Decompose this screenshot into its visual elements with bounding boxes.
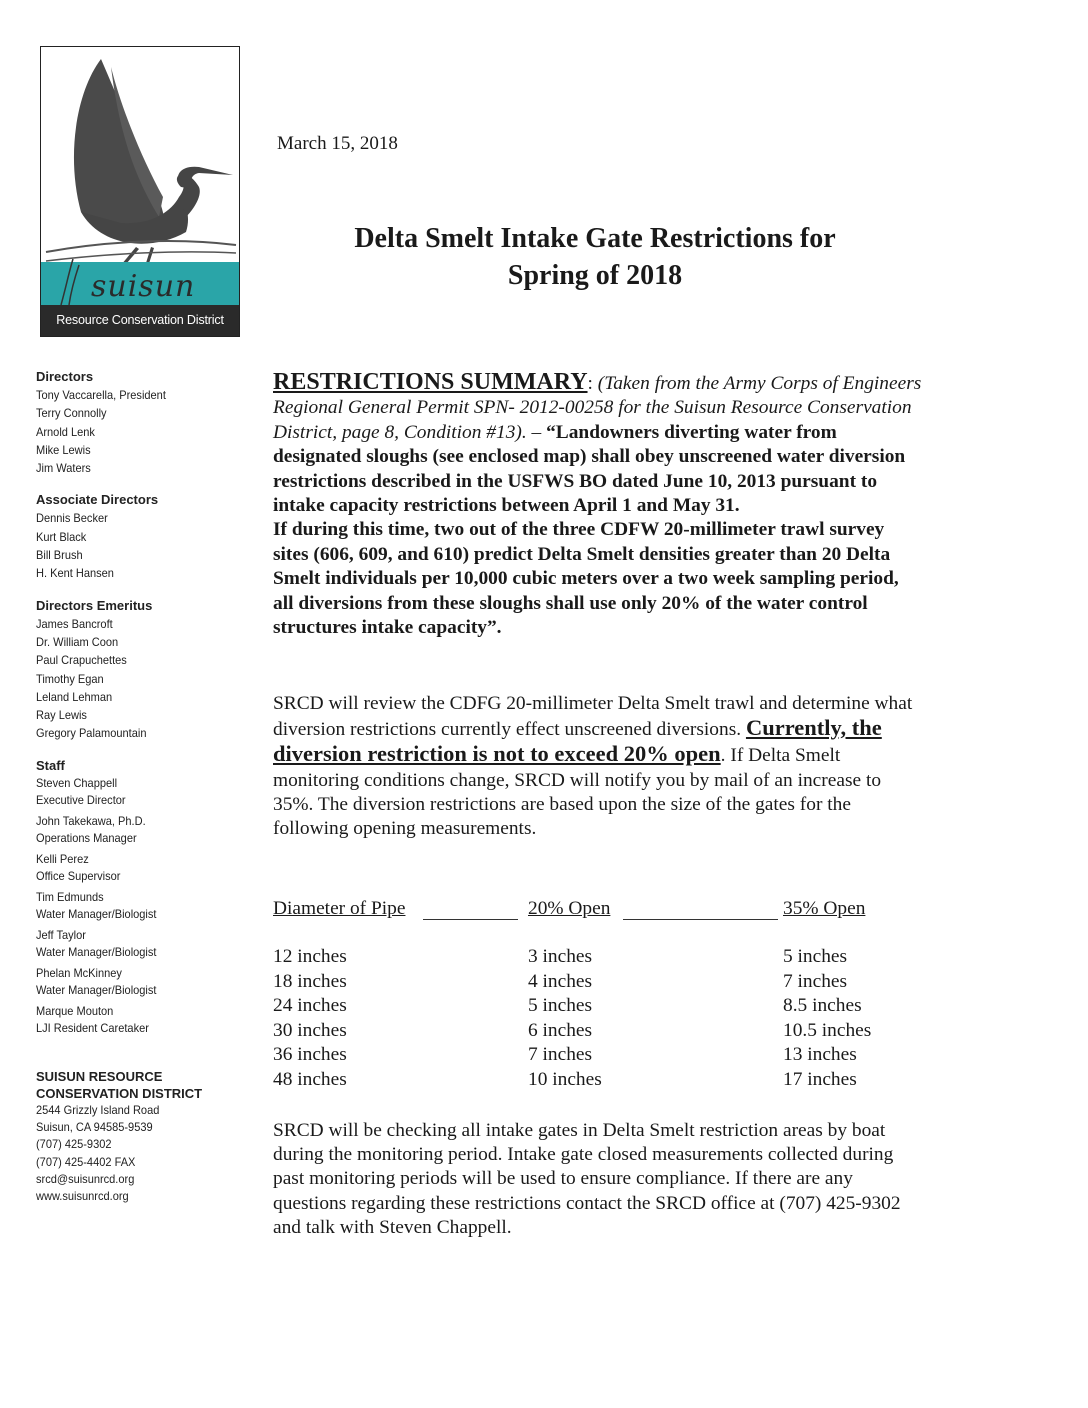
directors-group [36,368,236,477]
staff-name: Steven Chappell [36,775,118,790]
list-item: Leland Lehman [36,689,113,704]
letter-date: March 15, 2018 [277,133,398,154]
summary-quote-part1: “Landowners diverting water from designated sloughs (see enclosed map) shall obey unscreened water diversion restrictions described in the USFWS BO dated June 10, 2013 pursuant to intake capacity restrictions between April 1 and May 31. [273,421,906,517]
table-cell: 4 inches [528,970,593,992]
staff-name: Kelli Perez [36,851,89,866]
staff-role: Water Manager/Biologist [36,945,157,960]
current-restriction-emphasis: Currently, the diversion restriction is not to exceed 20% open [273,715,882,767]
list-item: Dennis Becker [36,511,108,526]
logo-brand-script: suisun [91,269,196,304]
staff-name: Tim Edmunds [36,889,104,904]
column-header: 20% Open [528,898,611,919]
group-heading: Associate Directors [36,492,159,508]
table-row [273,1069,913,1094]
table-cell: 18 inches [273,970,347,992]
staff-entry [36,889,236,924]
summary-citation: (Taken from the Army Corps of Engineers Regional General Permit SPN- 2012-00258 for the Suisun Resource Conservation District, page 8, Condition #13). [273,373,922,443]
org-website: www.suisunrcd.org [36,1189,129,1204]
column-header: Diameter of Pipe [273,898,406,919]
list-item: Arnold Lenk [36,424,95,439]
table-cell: 5 inches [528,995,593,1016]
table-cell: 17 inches [783,1068,857,1090]
org-fax: (707) 425-4402 FAX [36,1154,136,1169]
list-item: H. Kent Hansen [36,566,114,581]
page-title [260,220,930,294]
table-row [273,995,913,1020]
staff-role: Water Manager/Biologist [36,983,157,998]
org-name-line2: CONSERVATION DISTRICT [36,1085,203,1101]
heron-illustration [41,47,239,305]
table-cell: 7 inches [783,970,848,992]
staff-role: LJI Resident Caretaker [36,1021,149,1036]
inspection-paragraph: SRCD will be checking all intake gates in Delta Smelt restriction areas by boat during the monitoring period. Intake gate closed measurements collected during past monitoring periods will be used to ensure compliance. If there are any questions regarding these restrictions contact the SRCD office at (707) 425-9302 and talk with Steven Chappell. [273,1120,901,1238]
list-item: Mike Lewis [36,442,91,457]
staff-role: Executive Director [36,793,126,808]
table-cell: 8.5 inches [783,995,862,1016]
group-heading: Directors Emeritus [36,597,153,613]
header-rule [423,919,518,920]
org-contact-block [36,1068,236,1206]
org-phone: (707) 425-9302 [36,1137,112,1152]
summary-quote-part2: If during this time, two out of the three CDFW 20-millimeter trawl survey sites (606, 609, and 610) predict Delta Smelt densities greater than 20 Delta Smelt individuals per 10,000 cubic meters over a two week sampling period, all diversions from these sloughs shall use only 20% of the water control structures intake capacity”. [273,519,899,639]
staff-entry [36,813,236,848]
org-address2: Suisun, CA 94585-9539 [36,1120,153,1135]
table-cell: 5 inches [783,946,848,967]
table-cell: 48 inches [273,1068,347,1090]
table-row [273,971,913,996]
gate-opening-table [273,898,913,1093]
title-line1: Delta Smelt Intake Gate Restrictions for [354,223,836,254]
list-item: Jim Waters [36,461,91,476]
list-item: Paul Crapuchettes [36,653,127,668]
table-cell: 10.5 inches [783,1019,872,1041]
srcd-logo [40,46,240,337]
summary-heading: RESTRICTIONS SUMMARY [273,369,588,395]
staff-entry [36,965,236,1000]
staff-name: Marque Mouton [36,1003,114,1018]
review-text-a: SRCD will review the CDFG 20-millimeter Delta Smelt trawl and determine what diversion restrictions currently effect unscreened diversions. [273,693,913,741]
table-header-row [273,898,913,922]
staff-entry [36,851,236,886]
staff-role: Operations Manager [36,831,137,846]
list-item: Timothy Egan [36,671,104,686]
staff-name: John Takekawa, Ph.D. [36,813,146,828]
table-cell: 3 inches [528,946,593,967]
table-cell: 12 inches [273,946,347,967]
list-item: Ray Lewis [36,708,87,723]
logo-band-text: Resource Conservation District [41,305,239,336]
staff-role: Office Supervisor [36,869,121,884]
list-item: Dr. William Coon [36,634,119,649]
staff-entry [36,775,236,810]
staff-group [36,757,236,1038]
table-cell: 13 inches [783,1044,857,1065]
column-header: 35% Open [783,898,866,919]
summary-dash: – [526,421,547,443]
staff-entry [36,1003,236,1038]
associate-directors-group [36,491,236,582]
summary-colon: : [587,373,598,394]
staff-name: Jeff Taylor [36,927,86,942]
list-item: Tony Vaccarella, President [36,388,166,402]
list-item: Kurt Black [36,529,87,544]
staff-name: Phelan McKinney [36,965,122,980]
title-line2: Spring of 2018 [507,260,683,291]
table-cell: 36 inches [273,1044,347,1065]
review-paragraph [273,692,923,841]
list-item: Bill Brush [36,548,83,563]
sidebar-directory [36,368,236,1206]
org-address1: 2544 Grizzly Island Road [36,1102,160,1117]
staff-entry [36,927,236,962]
directors-emeritus-group [36,597,236,743]
table-row [273,1020,913,1045]
restrictions-summary [273,370,923,640]
table-cell: 6 inches [528,1019,593,1041]
list-item: Gregory Palamountain [36,726,147,741]
review-text-b: . If Delta Smelt monitoring conditions change, SRCD will notify you by mail of an increase to 35%. The diversion restrictions are based upon the size of the gates for the following opening measurements. [273,745,882,840]
table-cell: 24 inches [273,995,347,1016]
group-heading: Staff [36,757,65,773]
list-item: James Bancroft [36,616,113,631]
list-item: Terry Connolly [36,406,107,421]
org-name-line1: SUISUN RESOURCE [36,1068,163,1084]
table-row [273,1044,913,1069]
staff-role: Water Manager/Biologist [36,907,157,922]
group-heading: Directors [36,369,94,384]
table-row [273,946,913,971]
header-rule [623,919,778,920]
table-cell: 10 inches [528,1068,602,1090]
org-email: srcd@suisunrcd.org [36,1171,135,1186]
table-cell: 7 inches [528,1044,593,1065]
table-cell: 30 inches [273,1019,347,1041]
